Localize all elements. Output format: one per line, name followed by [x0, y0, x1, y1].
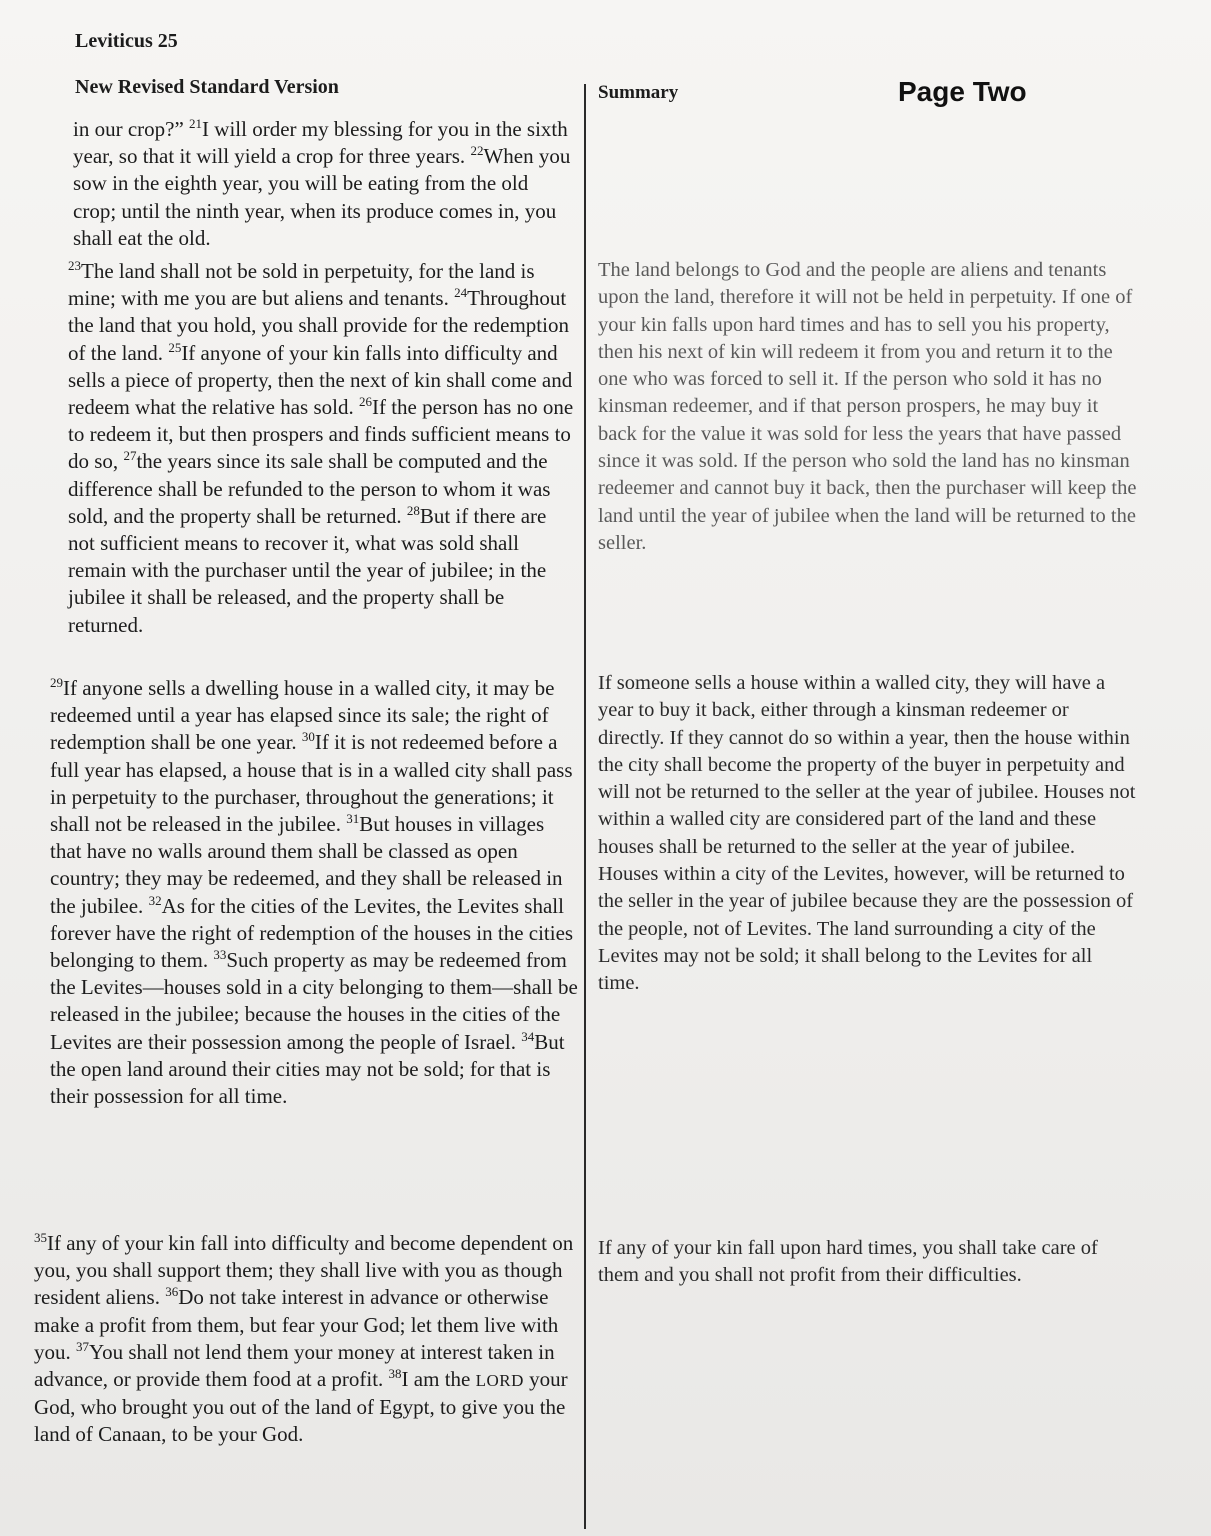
verse-number: 23: [68, 258, 81, 273]
summary-paragraph: If any of your kin fall upon hard times, you shall take care of them and you shall not profit from their difficulties.: [598, 1237, 1098, 1287]
summary-paragraph: The land belongs to God and the people are aliens and tenants upon the land, therefore it will not be held in perpetuity. If one of your kin falls upon hard times and has to sell you his property, then his next of kin will redeem it from you and return it to the one who was forced to sell it. If the person who sold it has no kinsman redeemer, and if that person prospers, he may buy it back for the value it was sold for less the years that have passed since it was sold. If the person who sold the land has no kinsman redeemer and cannot buy it back, then the purchaser will keep the land until the year of jubilee when the land will be returned to the seller.: [598, 259, 1137, 554]
verse-number: 26: [358, 394, 372, 410]
verse-number: 25: [168, 339, 182, 355]
verse-text: When you sow in the eighth year, you will be eating from the old crop; until the ninth year, when its produce comes in, you shall eat the old.: [73, 144, 571, 250]
verse-number: 37: [76, 1338, 89, 1354]
scripture-passage: [73, 116, 573, 252]
verse-number: 30: [301, 729, 315, 745]
verse-number: 31: [346, 811, 360, 827]
document-title: Leviticus 25: [75, 30, 178, 52]
verse-number: 21: [189, 116, 203, 131]
verse-text: If anyone sells a dwelling house in a walled city, it may be redeemed until a year has elapsed since its sale; the right of redemption shall be one year.: [50, 676, 555, 755]
verse-text: If it is not redeemed before a full year has elapsed, a house that is in a walled city shall pass in perpetuity to the purchaser, throughout the generations; it shall not be released in the jubilee.: [50, 730, 573, 837]
verse-text: You shall not lend them your money at interest taken in advance, or provide them food at a profit.: [34, 1339, 555, 1392]
verse-text: The land shall not be sold in perpetuity, for the land is mine; with me you are but aliens and tenants.: [68, 259, 535, 311]
verse-text: But houses in villages that have no walls around them shall be classed as open country; they may be redeemed, and they shall be released in the jubilee.: [50, 812, 563, 918]
verse-text: the years since its sale shall be computed and the difference shall be refunded to the person to whom it was sold, and the property shall be returned.: [68, 449, 551, 528]
divine-name: LORD: [475, 1371, 524, 1391]
verse-number: 29: [50, 675, 63, 690]
verse-text: But the open land around their cities may not be sold; for that is their possession for all time.: [50, 1029, 565, 1109]
verse-number: 24: [454, 285, 468, 301]
verse-number: 38: [388, 1366, 402, 1382]
verse-text: If any of your kin fall into difficulty and become dependent on you, you shall support them; they shall live with you as though resident aliens.: [34, 1231, 574, 1310]
page-label: Page Two: [898, 76, 1027, 107]
verse-text: Throughout the land that you hold, you shall provide for the redemption of the land.: [68, 286, 569, 365]
scripture-passage: [34, 1230, 579, 1449]
verse-number: 35: [34, 1230, 47, 1245]
verse-number: 34: [521, 1028, 535, 1044]
verse-text: If the person has no one to redeem it, but then prospers and finds sufficient means to do so,: [68, 395, 574, 474]
scripture-column-heading: New Revised Standard Version: [75, 76, 339, 98]
verse-text: Do not take interest in advance or otherwise make a profit from them, but fear your God; let them live with you.: [34, 1285, 559, 1364]
verse-text: Such property as may be redeemed from the Levites—houses sold in a city belonging to them—shall be released in the jubilee; because the houses in the cities of the Levites are their possession among the people of Israel.: [50, 948, 578, 1054]
scripture-passage: [68, 258, 574, 639]
verse-text: But if there are not sufficient means to recover it, what was sold shall remain with the purchaser until the year of jubilee; in the jubilee it shall be released, and the property shall be returned.: [68, 503, 547, 637]
verse-number: 27: [123, 448, 137, 464]
verse-text: your God, who brought you out of the land of Egypt, to give you the land of Canaan, to be your God.: [34, 1367, 568, 1447]
verse-number: 33: [213, 947, 227, 963]
verse-text: I am the: [401, 1367, 476, 1392]
verse-text: I will order my blessing for you in the sixth year, so that it will yield a crop for three years.: [73, 117, 568, 169]
verse-number: 28: [406, 502, 420, 518]
verse-number: 32: [148, 892, 162, 908]
summary-column-heading: Summary: [598, 82, 679, 103]
verse-text: If anyone of your kin falls into difficulty and sells a piece of property, then the next of kin shall come and redeem what the relative has sold.: [68, 340, 573, 420]
verse-number: 22: [470, 143, 484, 159]
scripture-passage: [50, 675, 580, 1110]
column-divider: [584, 84, 586, 1529]
summary-paragraph: If someone sells a house within a walled city, they will have a year to buy it back, either through a kinsman redeemer or directly. If they cannot do so within a year, then the house within the city shall become the property of the buyer in perpetuity and will not be returned to the seller at the year of jubilee. Houses not within a walled city are considered part of the land and these houses shall be returned to the seller at the year of jubilee. Houses within a city of the Levites, however, will be returned to the seller in the year of jubilee because they are the possession of the people, not of Levites. The land surrounding a city of the Levites may not be sold; it shall belong to the Levites for all time.: [598, 672, 1136, 995]
verse-text: As for the cities of the Levites, the Levites shall forever have the right of redemption of the houses in the cities belonging to them.: [50, 893, 574, 973]
verse-text: in our crop?”: [73, 117, 190, 141]
verse-number: 36: [165, 1284, 179, 1300]
